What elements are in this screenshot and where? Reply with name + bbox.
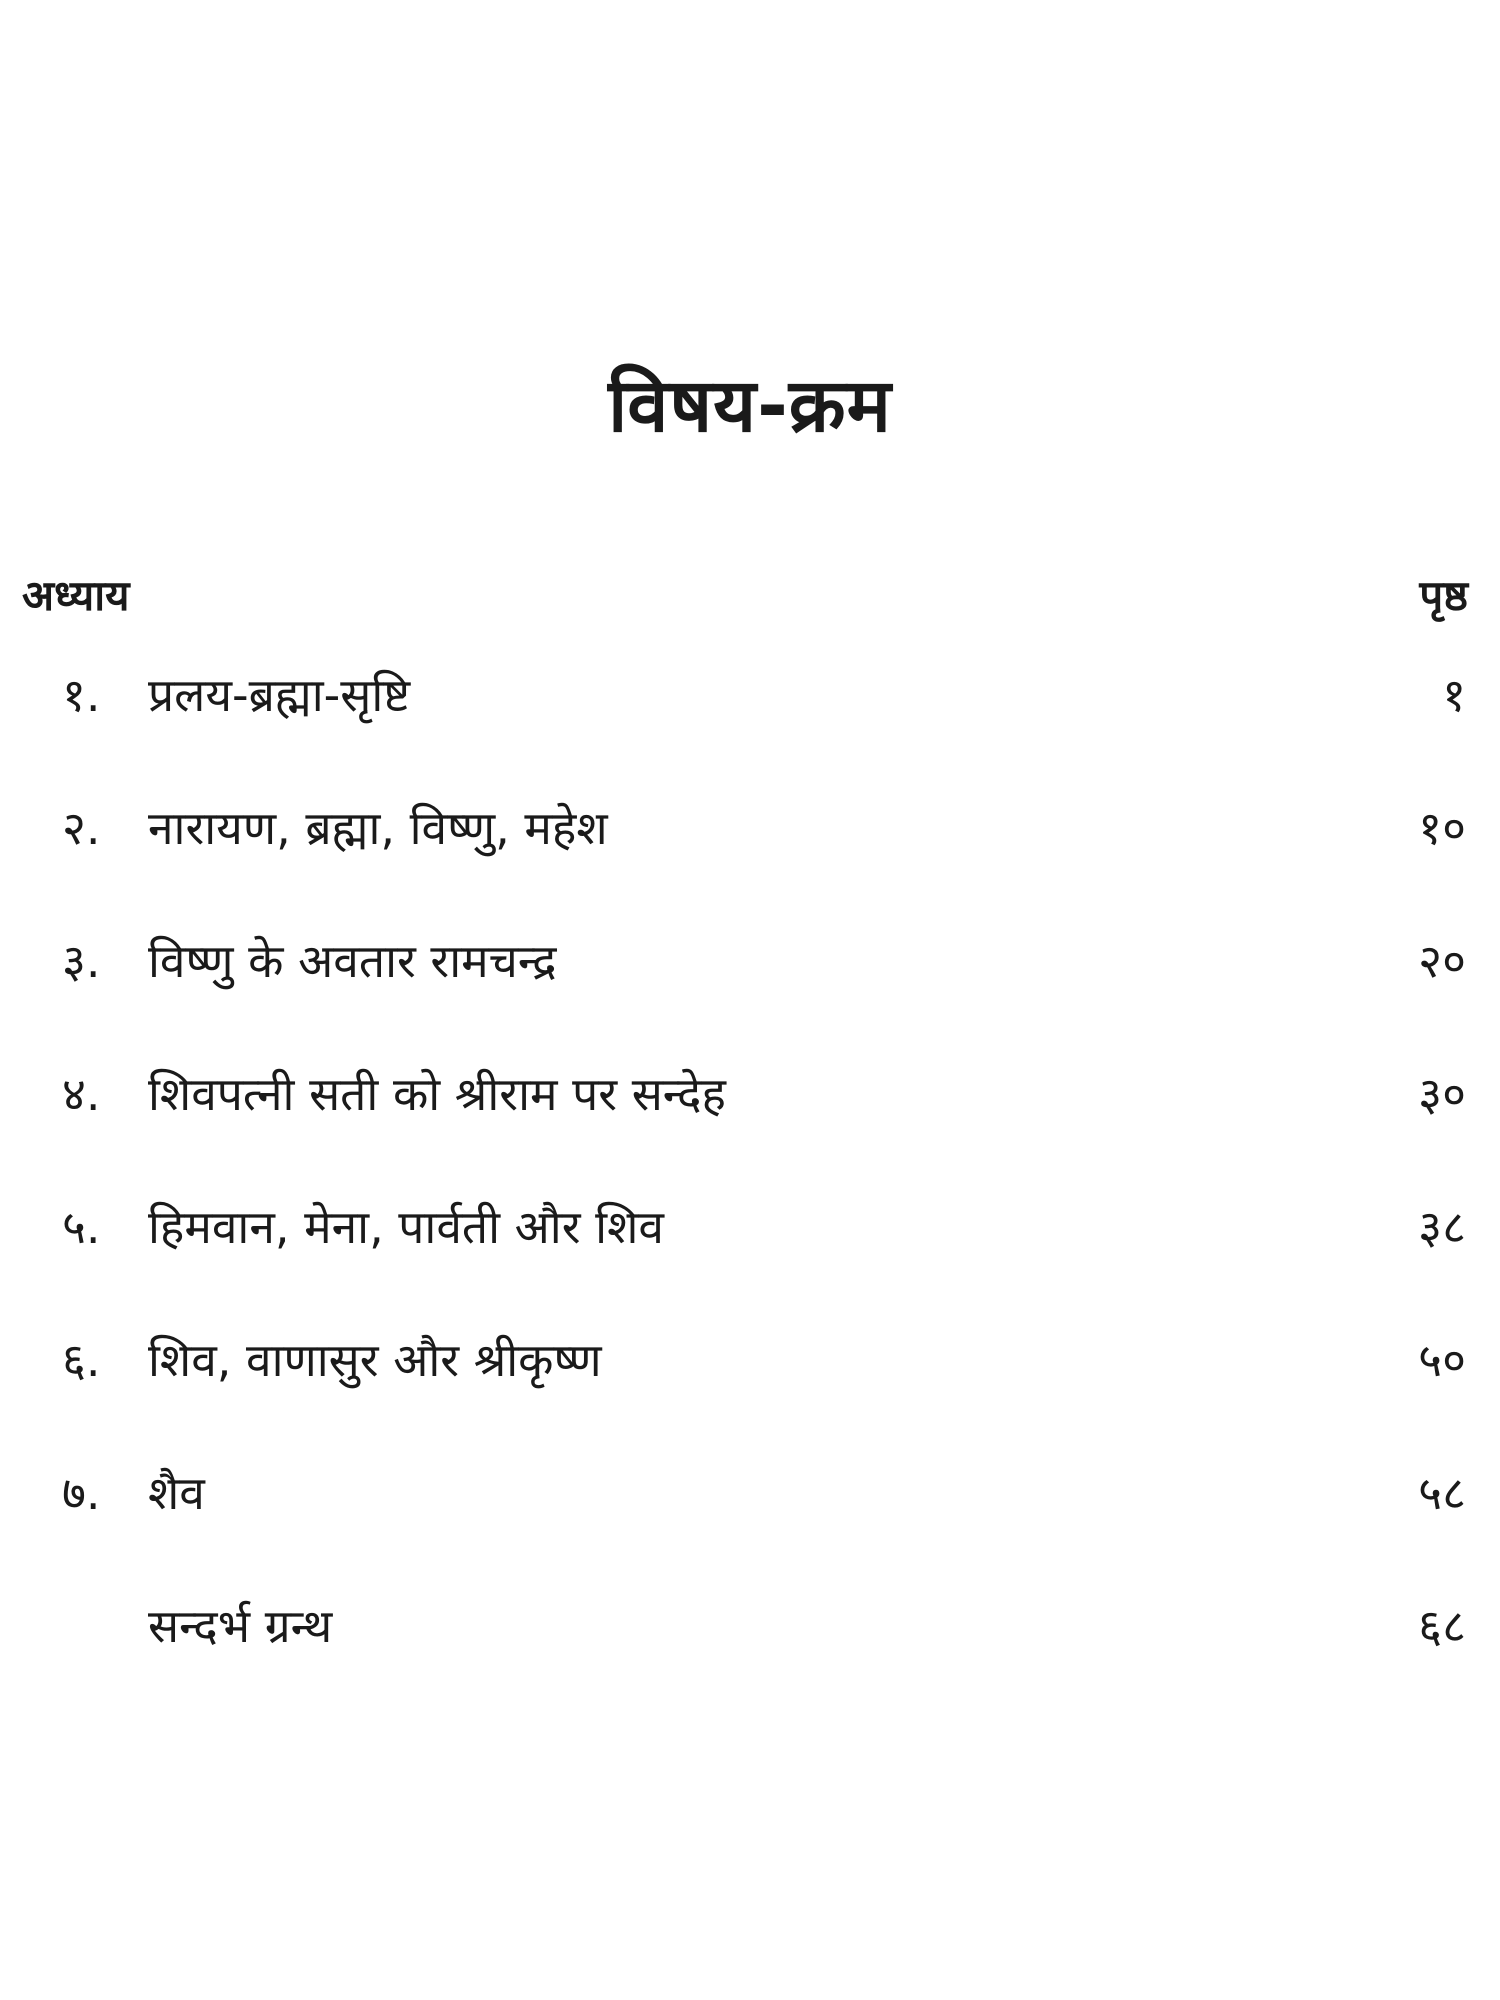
toc-entry xyxy=(0,1325,1500,1395)
page-number: ३० xyxy=(1418,1067,1466,1121)
toc-entry xyxy=(0,1458,1500,1528)
chapter-number: २. xyxy=(62,801,101,855)
page-number: ५० xyxy=(1418,1333,1466,1387)
chapter-title: शैव xyxy=(148,1466,205,1520)
chapter-title: हिमवान, मेना, पार्वती और शिव xyxy=(148,1200,664,1254)
page-number: ३८ xyxy=(1418,1200,1466,1254)
chapter-number: ७. xyxy=(62,1466,101,1520)
toc-entry-references xyxy=(0,1591,1500,1661)
page-number: २० xyxy=(1418,934,1466,988)
chapter-number: १. xyxy=(62,668,101,722)
page-number: १० xyxy=(1418,801,1466,855)
toc-entry xyxy=(0,793,1500,863)
toc-entry xyxy=(0,660,1500,730)
chapter-column-header: अध्याय xyxy=(22,571,130,620)
chapter-number: ४. xyxy=(62,1067,101,1121)
chapter-title: शिव, वाणासुर और श्रीकृष्ण xyxy=(148,1333,602,1387)
chapter-number: ५. xyxy=(62,1200,101,1254)
chapter-title: नारायण, ब्रह्मा, विष्णु, महेश xyxy=(148,801,608,855)
chapter-title: सन्दर्भ ग्रन्थ xyxy=(148,1599,333,1653)
chapter-number: ६. xyxy=(62,1333,101,1387)
toc-entry xyxy=(0,1059,1500,1129)
chapter-title: शिवपत्नी सती को श्रीराम पर सन्देह xyxy=(148,1067,726,1121)
chapter-title: विष्णु के अवतार रामचन्द्र xyxy=(148,934,557,988)
page-number: ५८ xyxy=(1418,1466,1466,1520)
toc-entry xyxy=(0,1192,1500,1262)
chapter-number: ३. xyxy=(62,934,101,988)
chapter-title: प्रलय-ब्रह्मा-सृष्टि xyxy=(148,668,411,722)
page-column-header: पृष्ठ xyxy=(1419,571,1468,620)
page-number: ६८ xyxy=(1418,1599,1466,1653)
page-title: विषय-क्रम xyxy=(608,363,892,449)
toc-entry xyxy=(0,926,1500,996)
page-number: १ xyxy=(1442,668,1466,722)
